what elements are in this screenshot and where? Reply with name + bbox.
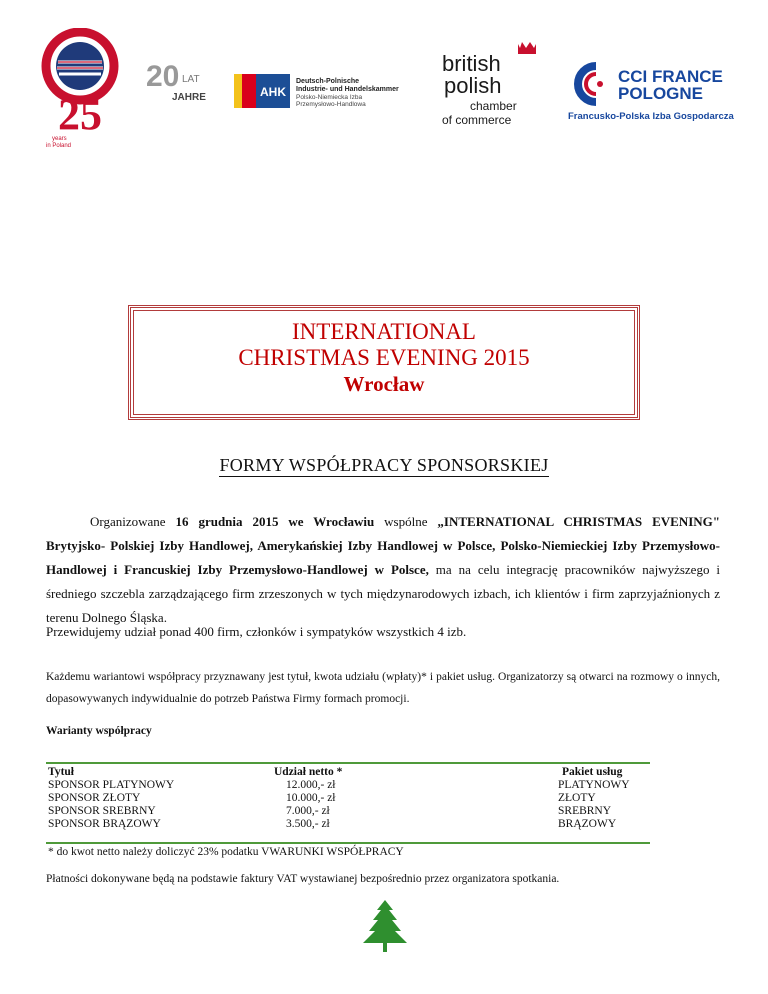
ahk-mark: AHK [260, 85, 286, 99]
table-top-rule [46, 762, 650, 764]
header-title: Tytuł [48, 766, 74, 778]
event-title-line-2: CHRISTMAS EVENING 2015 [238, 345, 530, 370]
bp-line-4: of commerce [442, 113, 512, 127]
section-heading-text: FORMY WSPÓŁPRACY SPONSORSKIEJ [219, 455, 549, 475]
table-cell: SPONSOR ZŁOTY [48, 792, 141, 804]
table-cell: 12.000,- zł [286, 779, 336, 791]
intro-paragraph [46, 510, 720, 630]
christmas-tree-icon [357, 898, 413, 954]
header-package: Pakiet usług [562, 766, 623, 778]
table-cell: SREBRNY [558, 805, 612, 817]
intro-event: „INTERNATIONAL CHRISTMAS EVENING" Brytyjsko- Polskiej Izby Handlowej, Amerykańskiej Izby Handlowej w Polsce, Polsko-Niemieckiej Izby Przemysłowo-Handlowej i Francuskiej Izby Przemysłowo-Handlowej w Polsce, [46, 514, 720, 577]
payment-note: Płatności dokonywane będą na podstawie faktury VAT wystawianej bezpośrednio przez organizatora spotkania. [46, 873, 560, 885]
event-title-box [128, 305, 640, 420]
ahk-anniversary-number: 20 [146, 60, 180, 93]
table-cell: 7.000,- zł [286, 805, 330, 817]
table-cell: PLATYNOWY [558, 779, 630, 791]
bp-line-3: chamber [470, 99, 517, 113]
amcham-number: 25 [58, 90, 102, 139]
intro-part-c: ma na celu integrację pracowników najwyższego i średniego szczebla zarządzającego firm zrzeszonych w tych międzynarodowych izbach, ich klientów i firm zaprzyjaźnionych z terenu Dolnego Śląska. [46, 562, 720, 625]
table-cell: SPONSOR BRĄZOWY [48, 818, 161, 830]
table-cell: BRĄZOWY [558, 818, 617, 830]
column-package [558, 766, 630, 831]
footnote: * do kwot netto należy doliczyć 23% podatku VWARUNKI WSPÓŁPRACY [48, 846, 404, 858]
cci-subtitle: Francusko-Polska Izba Gospodarcza [568, 111, 734, 122]
amcham-caption-1: years [52, 136, 67, 142]
table-cell: SPONSOR SREBRNY [48, 805, 156, 817]
ahk-logo-group [146, 56, 426, 112]
table-cell: SPONSOR PLATYNOWY [48, 779, 175, 791]
bp-line-2: polish [444, 73, 502, 98]
amcham-logo [40, 28, 120, 154]
bp-line-1: british [442, 51, 501, 76]
cci-line-1: CCI FRANCE [618, 67, 723, 86]
event-title-line-1: INTERNATIONAL [292, 319, 476, 344]
header-amount: Udział netto * [274, 766, 343, 778]
cci-france-pologne-logo [566, 62, 736, 126]
amcham-caption-2: in Poland [46, 143, 72, 149]
column-amount [274, 766, 342, 831]
table-bottom-rule [46, 842, 650, 844]
intro-part-a: Organizowane [90, 514, 176, 529]
cci-line-2: POLOGNE [618, 84, 704, 103]
intro-paragraph-2: Przewidujemy udział ponad 400 firm, członków i sympatyków wszystkich 4 izb. [46, 624, 467, 639]
table-cell: ZŁOTY [558, 792, 596, 804]
british-polish-chamber-logo [440, 38, 540, 128]
variants-note: Każdemu wariantowi współpracy przyznawany jest tytuł, kwota udziału (wpłaty)* i pakiet usług. Organizatorzy są otwarci na rozmowy o innych, dopasowywanych indywidualnie do potrzeb Państwa Firmy formach promocji. [46, 671, 720, 705]
table-cell: 10.000,- zł [286, 792, 336, 804]
ahk-line-3: Polsko-Niemiecka Izba [296, 94, 363, 101]
ahk-line-2: Industrie- und Handelskammer [296, 86, 399, 93]
ahk-line-1: Deutsch-Polnische [296, 78, 360, 85]
section-heading [0, 455, 768, 476]
ahk-anniversary-jahre: JAHRE [172, 92, 206, 103]
event-city: Wrocław [343, 372, 425, 396]
ahk-anniversary-lat: LAT [182, 74, 200, 85]
column-title [48, 766, 174, 831]
variants-heading: Warianty współpracy [46, 725, 152, 737]
intro-date: 16 grudnia 2015 we Wrocławiu [175, 514, 375, 529]
ahk-line-4: Przemysłowo-Handlowa [296, 101, 366, 108]
table-cell: 3.500,- zł [286, 818, 330, 830]
intro-part-b: wspólne [374, 514, 438, 529]
